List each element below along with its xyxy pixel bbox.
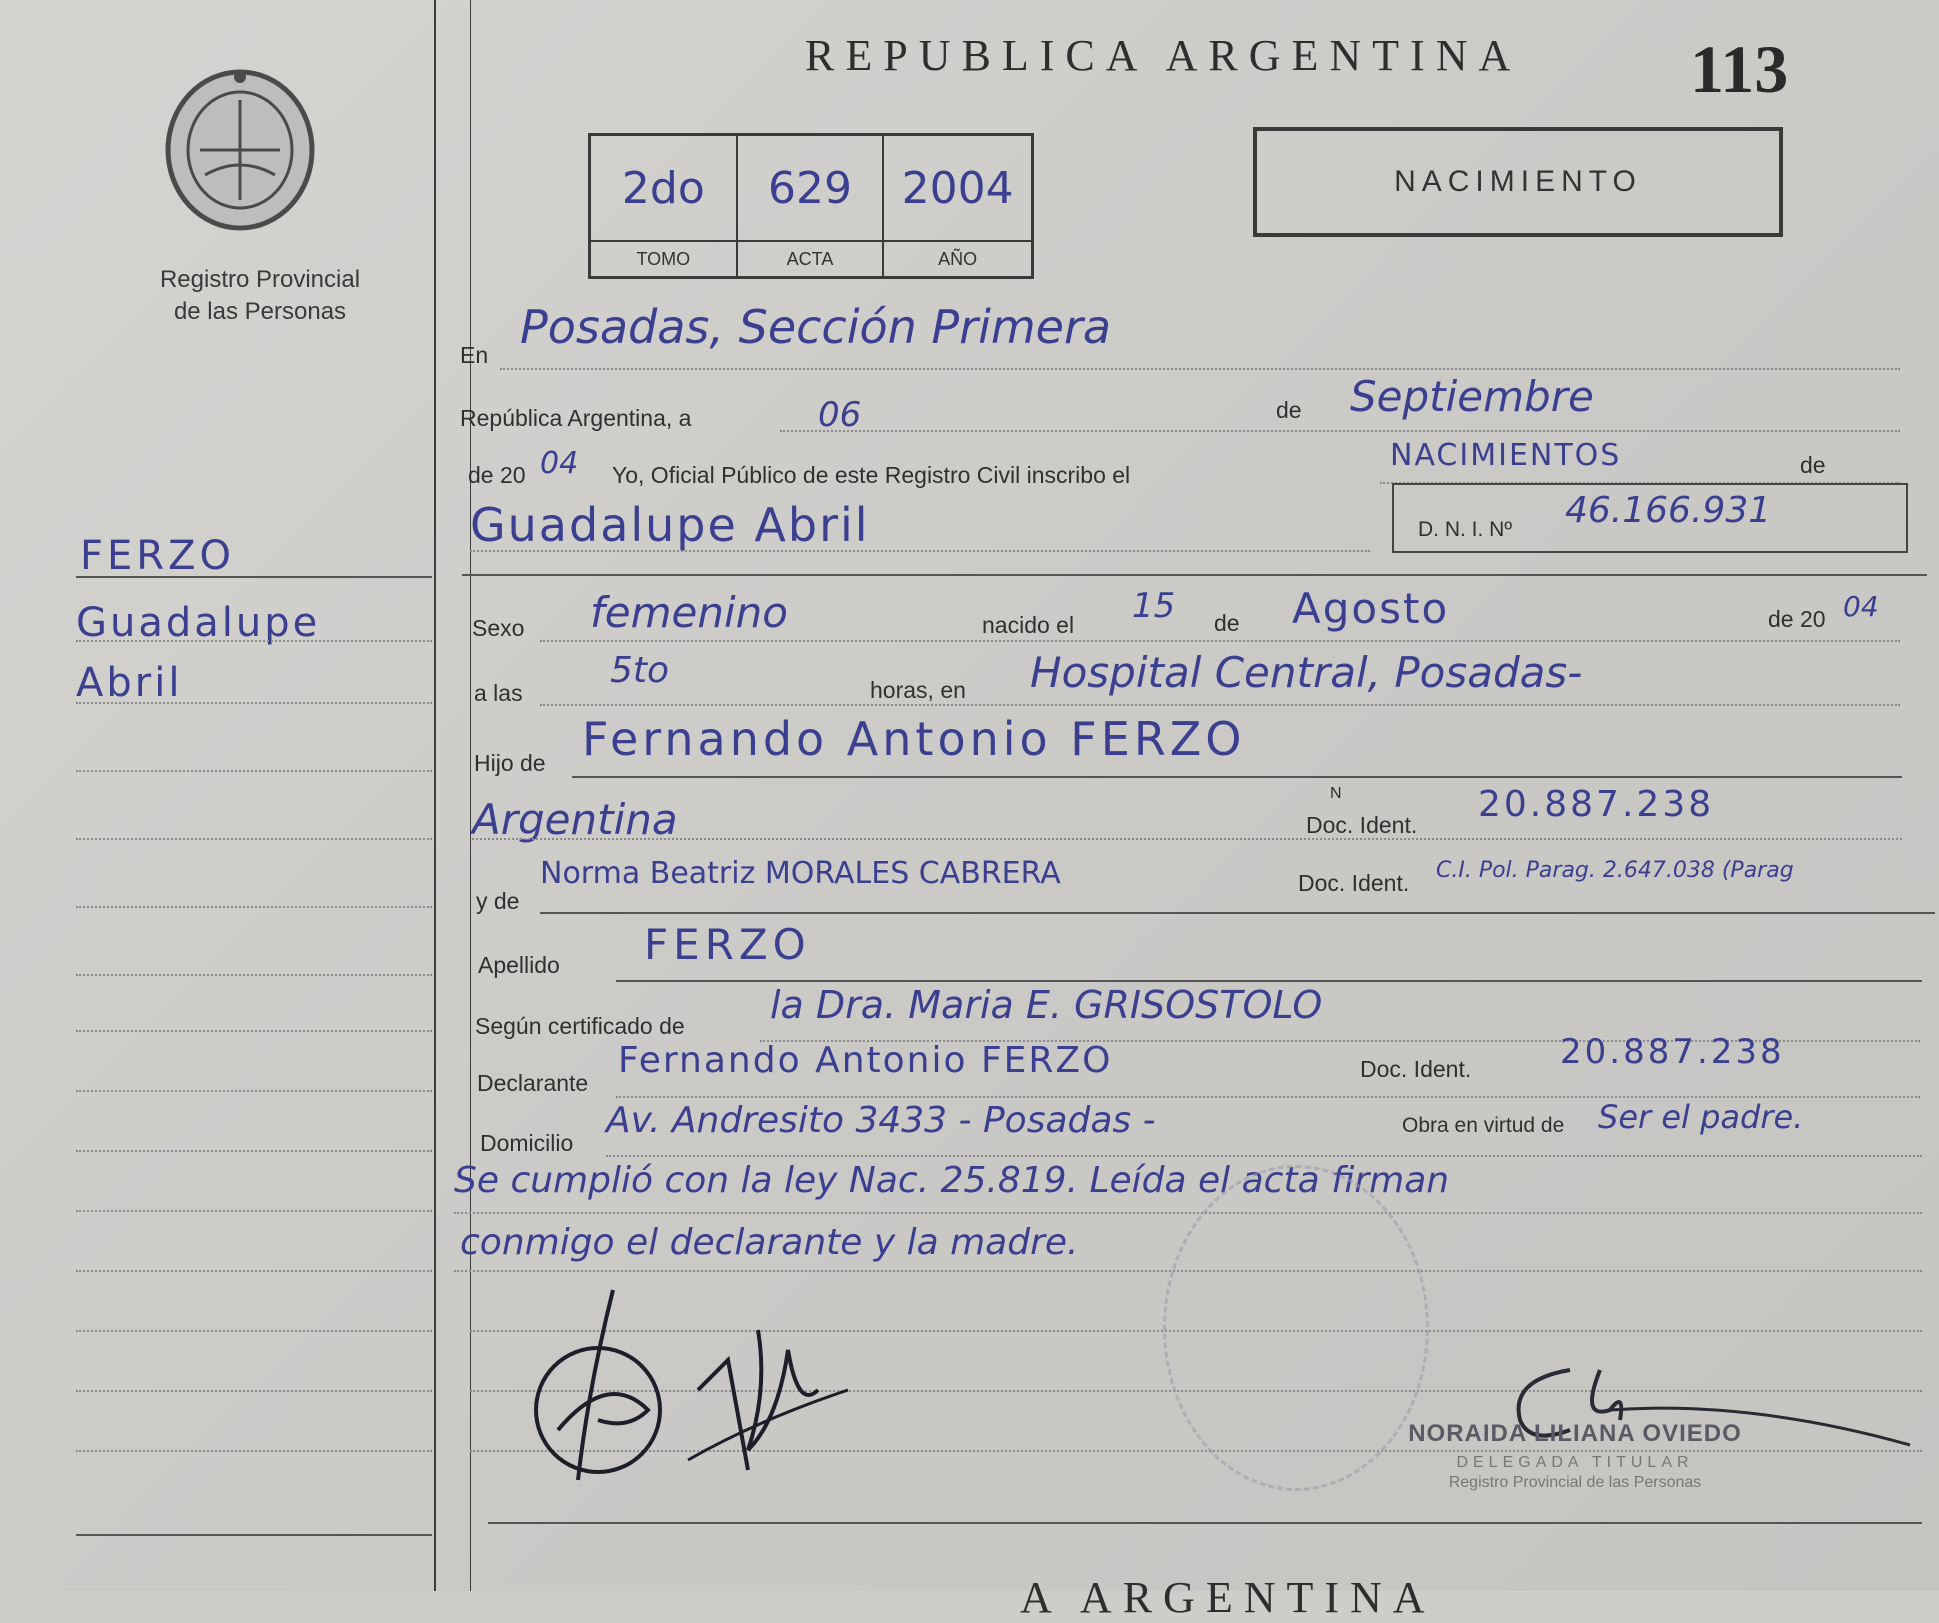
acta-value: 629 [738, 136, 885, 240]
birth-day-value: 15 [1132, 586, 1176, 626]
apellido-label: Apellido [478, 952, 560, 978]
margin-line [76, 1210, 432, 1212]
acta-label: ACTA [738, 240, 885, 276]
year-suffix: 04 [540, 446, 579, 481]
tomo-value: 2do [591, 136, 738, 240]
declarant-signature-icon [518, 1270, 858, 1500]
domicilio-value: Av. Andresito 3433 - Posadas - [606, 1100, 1156, 1141]
official-agency: Registro Provincial de las Personas [1448, 1474, 1702, 1491]
birth-month-value: Agosto [1292, 584, 1450, 633]
agency-line2: de las Personas [173, 298, 347, 325]
doc-ident-label: Doc. Ident. [1306, 812, 1418, 838]
line-apellido [616, 980, 1922, 982]
nacido-label: nacido el [982, 612, 1075, 638]
a-las-label: a las [474, 680, 523, 706]
margin-first-name: Guadalupe [76, 600, 321, 646]
republica-label: República Argentina, a [460, 405, 692, 431]
en-label: En [460, 342, 489, 368]
anio-value: 2004 [901, 162, 1014, 214]
dni-value: 46.166.931 [1565, 490, 1772, 531]
margin-line [76, 906, 432, 908]
segun-label: Según certificado de [475, 1013, 685, 1039]
de-label: de [1276, 397, 1302, 423]
horas-label: horas, en [870, 677, 966, 703]
line-en [500, 368, 1900, 370]
margin-bottom-rule [76, 1534, 432, 1536]
country-title: REPUBLICA ARGENTINA [805, 31, 1522, 80]
line-mother [540, 912, 1935, 914]
year2-suffix: 04 [1843, 590, 1879, 623]
line-child-name [470, 550, 1370, 552]
father-doc-value: 20.887.238 [1478, 784, 1715, 825]
line-hijo [572, 776, 1902, 778]
form-left-edge [470, 0, 471, 1591]
mother-doc-value: C.I. Pol. Parag. 2.647.038 (Parag [1436, 858, 1794, 883]
year-prefix: de 20 [468, 462, 526, 488]
mother-name-value: Norma Beatriz MORALES CABRERA [540, 856, 1061, 891]
margin-line [76, 974, 432, 976]
line-a-las [540, 704, 1900, 706]
agency-line1: Registro Provincial [159, 266, 361, 293]
line-note1 [454, 1212, 1922, 1214]
father-name-value: Fernando Antonio FERZO [582, 712, 1246, 766]
line-sexo [540, 640, 1900, 642]
margin-surname: FERZO [80, 533, 235, 579]
obra-label: Obra en virtud de [1402, 1114, 1565, 1137]
page-number: 113 [1690, 31, 1789, 107]
official-name: NORAIDA LILIANA OVIEDO [1408, 1420, 1742, 1447]
certificado-value: la Dra. Maria E. GRISOSTOLO [770, 983, 1323, 1027]
margin-line [76, 1150, 432, 1152]
father-nationality-value: Argentina [472, 795, 678, 844]
declarante-doc-value: 20.887.238 [1560, 1032, 1785, 1072]
section-rule-1 [462, 574, 1927, 576]
de-label2: de [1214, 610, 1240, 636]
note-line1: Se cumplió con la ley Nac. 25.819. Leída el acta firman [454, 1160, 1450, 1201]
year2-prefix: de 20 [1768, 606, 1826, 632]
declarante-value: Fernando Antonio FERZO [618, 1040, 1113, 1081]
day-value: 06 [818, 395, 862, 435]
signature-rule [488, 1522, 1922, 1524]
margin-line [76, 1390, 432, 1392]
declarante-label: Declarante [477, 1070, 589, 1096]
margin-line [76, 1030, 432, 1032]
margin-line [76, 1090, 432, 1092]
official-signature-block [1365, 1420, 1785, 1492]
declarante-doc-label: Doc. Ident. [1360, 1056, 1472, 1082]
margin-surname-rule [76, 576, 432, 578]
line-nationality [472, 838, 1902, 840]
footer-partial-title: A ARGENTINA [1020, 1573, 1436, 1622]
margin-line [76, 640, 432, 642]
hour-value: 5to [610, 650, 670, 691]
margin-line [76, 1270, 432, 1272]
inscribo-text: Yo, Oficial Público de este Registro Civil inscribo el [612, 462, 1131, 488]
tomo-label: TOMO [591, 240, 738, 276]
margin-line [76, 838, 432, 840]
place-value: Posadas, Sección Primera [520, 300, 1112, 354]
column-divider [434, 0, 436, 1591]
sexo-value: femenino [590, 588, 788, 637]
margin-line [76, 1330, 432, 1332]
obra-value: Ser el padre. [1598, 1098, 1804, 1136]
record-type-box: NACIMIENTO [1253, 127, 1783, 237]
margin-line [76, 1450, 432, 1452]
note-line2: conmigo el declarante y la madre. [460, 1222, 1079, 1263]
mother-doc-label: Doc. Ident. [1298, 870, 1410, 896]
margin-line [76, 702, 432, 704]
line-republica [780, 430, 1900, 432]
doc-n-superscript: N [1330, 785, 1342, 802]
line-domicilio [606, 1155, 1922, 1157]
margin-line [76, 770, 432, 772]
birth-place-value: Hospital Central, Posadas- [1030, 648, 1583, 697]
hijo-label: Hijo de [474, 750, 546, 776]
dni-label: D. N. I. Nº [1418, 518, 1513, 541]
y-de-label: y de [476, 888, 520, 914]
volume-box [588, 133, 1034, 279]
margin-second-name: Abril [76, 660, 183, 706]
provincial-seal-icon [160, 65, 320, 235]
de-after-act: de [1800, 452, 1826, 478]
apellido-value: FERZO [644, 920, 811, 969]
month-value: Septiembre [1350, 372, 1594, 421]
act-kind-value: NACIMIENTOS [1390, 438, 1622, 473]
domicilio-label: Domicilio [480, 1130, 574, 1156]
child-name-value: Guadalupe Abril [470, 498, 870, 552]
agency-name [110, 264, 410, 328]
anio-label: AÑO [884, 240, 1031, 276]
official-role: DELEGADA TITULAR [1456, 1454, 1694, 1471]
sexo-label: Sexo [472, 615, 525, 641]
